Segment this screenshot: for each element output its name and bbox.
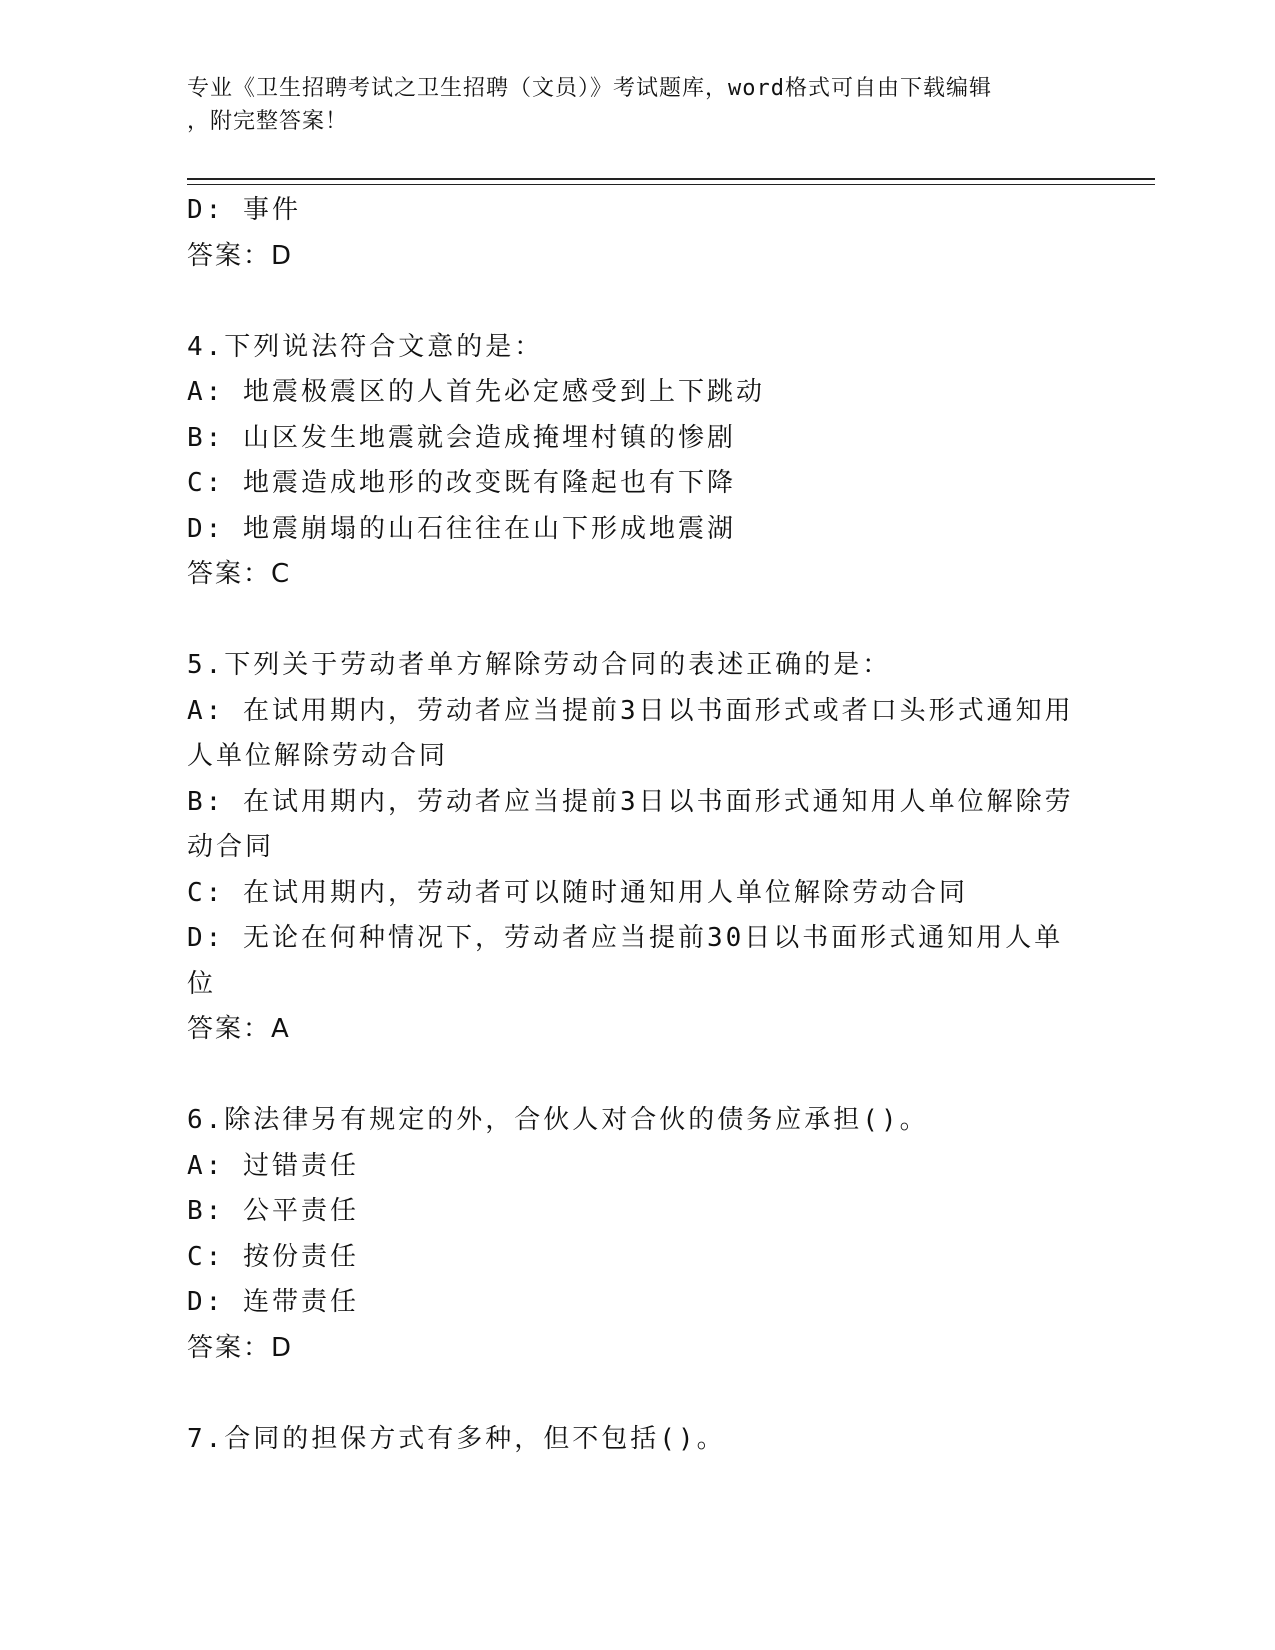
question-line: B: 山区发生地震就会造成掩埋村镇的惨剧 — [187, 422, 736, 453]
question-line: C: 地震造成地形的改变既有隆起也有下降 — [187, 468, 736, 498]
question-block — [187, 643, 1087, 1053]
header-divider-thin — [187, 184, 1155, 185]
question-line: 人单位解除劳动合同 — [187, 741, 449, 771]
block-spacer — [187, 279, 1087, 325]
block-spacer — [187, 1371, 1087, 1417]
header-line-1: 专业《卫生招聘考试之卫生招聘（文员）》考试题库，word格式可自由下载编辑 — [187, 76, 992, 101]
question-line: B: 在试用期内，劳动者应当提前3日以书面形式通知用人单位解除劳 — [187, 786, 1074, 817]
question-line: A: 过错责任 — [187, 1150, 359, 1181]
question-stem: 5.下列关于劳动者单方解除劳动合同的表述正确的是： — [187, 650, 892, 680]
question-block — [187, 325, 1087, 598]
answer-line: 答案：C — [187, 559, 292, 589]
question-line: A: 地震极震区的人首先必定感受到上下跳动 — [187, 377, 765, 407]
question-line: C: 在试用期内，劳动者可以随时通知用人单位解除劳动合同 — [187, 877, 968, 908]
question-line: D: 连带责任 — [187, 1287, 359, 1317]
question-line: A: 在试用期内，劳动者应当提前3日以书面形式或者口头形式通知用 — [187, 695, 1074, 726]
block-spacer — [187, 1053, 1087, 1099]
header-line-2: ，附完整答案！ — [187, 109, 349, 134]
question-line: D: 事件 — [187, 195, 301, 225]
answer-line: 答案：D — [187, 1332, 294, 1363]
question-line: 位 — [187, 968, 217, 999]
question-line: D: 地震崩塌的山石往往在山下形成地震湖 — [187, 513, 736, 544]
question-line: D: 无论在何种情况下，劳动者应当提前30日以书面形式通知用人单 — [187, 923, 1064, 953]
question-line: C: 按份责任 — [187, 1241, 359, 1272]
answer-line: 答案：A — [187, 1014, 291, 1044]
question-stem: 7.合同的担保方式有多种，但不包括()。 — [187, 1423, 726, 1454]
question-stem: 4.下列说法符合文意的是： — [187, 331, 544, 362]
question-line: B: 公平责任 — [187, 1196, 359, 1226]
header-divider-thick — [187, 178, 1155, 180]
question-line: 动合同 — [187, 832, 275, 862]
question-stem: 6.除法律另有规定的外，合伙人对合伙的债务应承担()。 — [187, 1105, 929, 1135]
answer-line: 答案：D — [187, 240, 294, 271]
question-block — [187, 1417, 1087, 1463]
question-content — [187, 188, 1087, 1462]
block-spacer — [187, 598, 1087, 644]
document-header — [187, 72, 1067, 138]
question-block — [187, 188, 1087, 279]
question-block — [187, 1098, 1087, 1371]
